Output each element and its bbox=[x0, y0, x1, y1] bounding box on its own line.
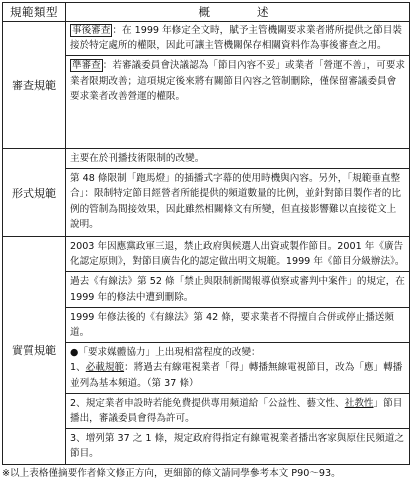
category-cell: 審查規範 bbox=[3, 22, 66, 149]
category-cell: 形式規範 bbox=[3, 149, 66, 237]
item-text: 增列第 37 之 1 條，規定政府得指定有線電視業者播出客家與原住民頻道之節目。 bbox=[70, 433, 405, 460]
substantive-paragraph-2: 過去《有線法》第 52 條「禁止與限制新聞報導偵察或審判中案件」的規定，在 1999 年的修法中遭到刪除。 bbox=[70, 276, 405, 303]
review-paragraph-1 bbox=[70, 23, 405, 53]
regulation-summary-table bbox=[2, 2, 410, 465]
category-cell: 實質規範 bbox=[3, 237, 66, 465]
table-header-row bbox=[3, 3, 410, 22]
item-prefix: 3、 bbox=[70, 433, 86, 445]
underlined-term: 社教性 bbox=[344, 397, 374, 409]
item-prefix: 2、規定業者申設時若能免費提供專用頻道給「公益性、藝文性、 bbox=[70, 397, 345, 409]
table-row-substantive bbox=[3, 237, 410, 465]
boxed-term: 準審查 bbox=[72, 60, 101, 72]
inner-divider bbox=[66, 307, 409, 308]
inner-divider bbox=[66, 271, 409, 272]
header-type: 規範類型 bbox=[3, 3, 66, 22]
boxed-term: 事後審查 bbox=[72, 25, 111, 36]
footnote: ※以上表格僅摘要作者條文修正方向，更細節的條文請同學參考本文 P90〜93。 bbox=[2, 467, 341, 479]
paragraph-text: ：若審議委員會決議認為「節目內容不妥」或業者「營運不善」，可要求業者限期改善；這項規定後來將有關節目內容之管制刪除，僅保留審議委員會要求業者改善營運的權限。 bbox=[70, 60, 405, 102]
inner-divider bbox=[66, 428, 409, 429]
inner-divider bbox=[66, 393, 409, 394]
description-cell bbox=[66, 22, 410, 149]
promo-item-2 bbox=[70, 396, 405, 426]
item-prefix: 1、 bbox=[70, 362, 86, 374]
form-paragraph-1: 主要在於刊播技術限制的改變。 bbox=[70, 153, 205, 164]
table-row-form bbox=[3, 149, 410, 237]
item-text: ：將過去有線電視業者「得」轉播無線電視節目，改為「應」轉播並列為基本頻道。（第 37 條） bbox=[70, 362, 403, 389]
inner-divider bbox=[66, 342, 409, 343]
description-cell bbox=[66, 149, 410, 237]
substantive-paragraph-3: 1999 年修法後的《有線法》第 42 條，要求業者不得擅自合併或停止播送頻道。 bbox=[70, 311, 394, 339]
description-cell bbox=[66, 237, 410, 465]
header-summary: 概 述 bbox=[66, 3, 410, 22]
review-paragraph-2 bbox=[70, 58, 405, 104]
form-paragraph-2: 第 48 條限制「跑馬燈」的插播式字幕的使用時機與內容。另外，「規範垂直整合」：限制特定節目經營者所能提供的頻道數量的比例，並針對節目製作者的比例的管制為間接效果，因此雖然相關條文有所變，但直接影響難以直接從文上說明。 bbox=[70, 173, 401, 230]
promo-item-1 bbox=[70, 360, 405, 390]
paragraph-text: ：在 1999 年修定全文時，賦予主管機關要求業者將所提供之節目裝接於特定處所的權限，因此可讓主管機關保存相關資料作為事後審查之用。 bbox=[70, 25, 402, 52]
promo-lead: ●「要求媒體協力」上出現相當程度的改變： bbox=[70, 347, 261, 359]
inner-divider bbox=[66, 168, 409, 169]
document-page bbox=[2, 2, 410, 481]
table-row-review bbox=[3, 22, 410, 149]
item-text: 」節目播出，審議委員會得為許可。 bbox=[70, 397, 403, 425]
substantive-paragraph-1: 2003 年因應黨政軍三退，禁止政府與候選人出資或製作節目。2001 年《廣告化認定原則》，對節目廣告化的認定做出明文規範。1999 年《節目分級辦法》。 bbox=[70, 241, 405, 268]
inner-divider bbox=[66, 55, 409, 56]
underlined-term: 必載規範 bbox=[85, 362, 125, 374]
promo-item-3 bbox=[70, 431, 405, 461]
